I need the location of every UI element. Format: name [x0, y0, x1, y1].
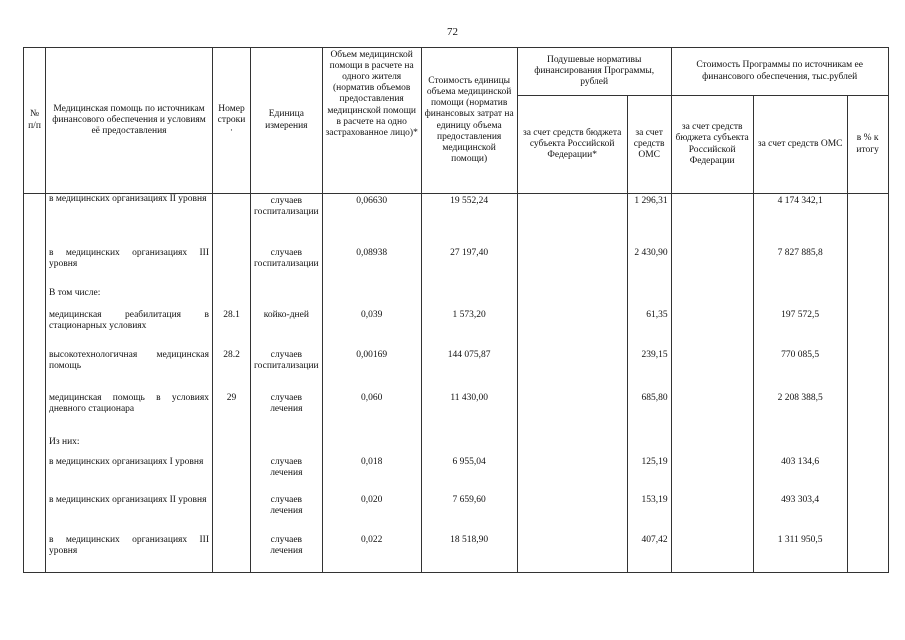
cell-cost: 11 430,00: [421, 391, 517, 435]
cell-per-capita-budget: [517, 348, 627, 391]
cell-row-number: 29: [213, 391, 251, 435]
cell-care: медицинская реабилитация в стационарных условиях: [46, 308, 213, 348]
cell-num: [24, 286, 46, 308]
header-program-cost: Стоимость Программы по источникам ее финансового обеспечения, тыс.рублей: [671, 48, 888, 96]
cell-program-oms: 493 303,4: [753, 493, 847, 533]
cell-per-capita-budget: [517, 391, 627, 435]
table-row: [24, 435, 889, 455]
cell-row-number: [213, 493, 251, 533]
cell-unit: случаев госпитализации: [251, 348, 323, 391]
table-row: [24, 493, 889, 533]
cell-num: [24, 194, 46, 246]
cell-program-oms: 7 827 885,8: [753, 246, 847, 286]
cell-program-budget: [671, 308, 753, 348]
cell-cost: 144 075,87: [421, 348, 517, 391]
cell-cost: 18 518,90: [421, 533, 517, 573]
cell-row-number: [213, 246, 251, 286]
cell-volume: [322, 286, 421, 308]
cell-program-oms: 403 134,6: [753, 455, 847, 493]
table-row: [24, 246, 889, 286]
cell-unit: [251, 435, 323, 455]
cell-num: [24, 533, 46, 573]
header-row-number: [213, 48, 251, 194]
cell-program-percent: [847, 435, 888, 455]
cell-volume: [322, 435, 421, 455]
cell-volume: 0,060: [322, 391, 421, 435]
cell-num: [24, 348, 46, 391]
cell-row-number: [213, 194, 251, 246]
cell-program-percent: [847, 493, 888, 533]
header-unit: Единица измерения: [251, 48, 323, 194]
cell-per-capita-budget: [517, 455, 627, 493]
header-program-percent: в % к итогу: [847, 96, 888, 194]
cell-program-budget: [671, 533, 753, 573]
header-care: Медицинская помощь по источникам финансового обеспечения и условиям её предоставления: [46, 48, 213, 194]
cell-unit: случаев лечения: [251, 533, 323, 573]
cell-cost: 7 659,60: [421, 493, 517, 533]
cell-program-oms: [753, 286, 847, 308]
cell-per-capita-oms: 2 430,90: [627, 246, 671, 286]
cell-program-percent: [847, 533, 888, 573]
cell-care: в медицинских организациях I уровня: [46, 455, 213, 493]
cell-num: [24, 246, 46, 286]
cell-volume: 0,06630: [322, 194, 421, 246]
cell-cost: 19 552,24: [421, 194, 517, 246]
cell-per-capita-oms: [627, 286, 671, 308]
cell-care: в медицинских организациях III уровня: [46, 533, 213, 573]
cell-num: [24, 493, 46, 533]
cell-cost: [421, 286, 517, 308]
cell-care: медицинская помощь в условиях дневного стационара: [46, 391, 213, 435]
cell-cost: [421, 435, 517, 455]
cell-per-capita-budget: [517, 493, 627, 533]
cell-care: в медицинских организациях II уровня: [46, 194, 213, 246]
cell-per-capita-budget: [517, 533, 627, 573]
header-cost: Стоимость единицы объема медицинской помощи (норматив финансовых затрат на единицу объема предоставления медицинской помощи): [421, 48, 517, 194]
cell-program-budget: [671, 435, 753, 455]
table-row: [24, 194, 889, 246]
header-per-capita: Подушевые нормативы финансирования Программы, рублей: [517, 48, 671, 96]
cell-program-budget: [671, 194, 753, 246]
cell-per-capita-budget: [517, 435, 627, 455]
cell-per-capita-budget: [517, 286, 627, 308]
cell-unit: [251, 286, 323, 308]
cell-program-budget: [671, 246, 753, 286]
header-program-oms: за счет средств ОМС: [753, 96, 847, 194]
table-body: [24, 194, 889, 573]
header-volume: Объем медицинской помощи в расчете на одного жителя (норматив объемов предоставления медицинской помощи в расчете на одно застрахованное лицо)*: [322, 48, 421, 194]
cell-row-number: [213, 533, 251, 573]
cell-num: [24, 455, 46, 493]
cell-unit: случаев госпитализации: [251, 246, 323, 286]
cell-cost: 6 955,04: [421, 455, 517, 493]
cell-unit: случаев лечения: [251, 455, 323, 493]
table-row: [24, 286, 889, 308]
cell-volume: 0,022: [322, 533, 421, 573]
cell-unit: случаев госпитализации: [251, 194, 323, 246]
cell-row-number: [213, 435, 251, 455]
cell-num: [24, 308, 46, 348]
cell-program-oms: 1 311 950,5: [753, 533, 847, 573]
cell-volume: 0,018: [322, 455, 421, 493]
header-row-number-mark: ·: [229, 126, 234, 137]
header-num: № п/п: [24, 48, 46, 194]
cell-per-capita-budget: [517, 308, 627, 348]
header-per-capita-budget: за счет средств бюджета субъекта Российской Федерации*: [517, 96, 627, 194]
cell-program-percent: [847, 308, 888, 348]
cell-per-capita-oms: 125,19: [627, 455, 671, 493]
cell-program-oms: 2 208 388,5: [753, 391, 847, 435]
cell-volume: 0,039: [322, 308, 421, 348]
cell-unit: случаев лечения: [251, 493, 323, 533]
cell-volume: 0,020: [322, 493, 421, 533]
cell-program-oms: 4 174 342,1: [753, 194, 847, 246]
table-row: [24, 308, 889, 348]
cell-cost: 1 573,20: [421, 308, 517, 348]
cell-volume: 0,00169: [322, 348, 421, 391]
cell-care: в медицинских организациях II уровня: [46, 493, 213, 533]
cell-unit: случаев лечения: [251, 391, 323, 435]
cell-row-number: 28.2: [213, 348, 251, 391]
financing-table: [23, 47, 889, 573]
cell-row-number: 28.1: [213, 308, 251, 348]
table-header: [24, 48, 889, 194]
cell-program-oms: 197 572,5: [753, 308, 847, 348]
cell-cost: 27 197,40: [421, 246, 517, 286]
cell-program-budget: [671, 286, 753, 308]
cell-num: [24, 435, 46, 455]
cell-program-percent: [847, 455, 888, 493]
cell-per-capita-oms: 685,80: [627, 391, 671, 435]
table-row: [24, 391, 889, 435]
cell-program-budget: [671, 493, 753, 533]
cell-care: в медицинских организациях III уровня: [46, 246, 213, 286]
cell-per-capita-oms: 239,15: [627, 348, 671, 391]
cell-per-capita-oms: 407,42: [627, 533, 671, 573]
cell-program-budget: [671, 455, 753, 493]
cell-per-capita-budget: [517, 194, 627, 246]
cell-program-oms: [753, 435, 847, 455]
cell-per-capita-oms: [627, 435, 671, 455]
cell-num: [24, 391, 46, 435]
cell-program-percent: [847, 194, 888, 246]
table-row: [24, 533, 889, 573]
cell-program-percent: [847, 348, 888, 391]
cell-unit: койко-дней: [251, 308, 323, 348]
cell-program-percent: [847, 246, 888, 286]
page-number: 72: [447, 26, 458, 38]
cell-program-percent: [847, 391, 888, 435]
table-row: [24, 455, 889, 493]
cell-care: В том числе:: [46, 286, 213, 308]
header-per-capita-oms: за счет средств ОМС: [627, 96, 671, 194]
cell-care: Из них:: [46, 435, 213, 455]
cell-row-number: [213, 455, 251, 493]
cell-program-budget: [671, 348, 753, 391]
cell-per-capita-oms: 153,19: [627, 493, 671, 533]
cell-per-capita-oms: 61,35: [627, 308, 671, 348]
cell-program-budget: [671, 391, 753, 435]
header-row-number-label: Номер строки: [217, 103, 246, 125]
cell-per-capita-budget: [517, 246, 627, 286]
table-row: [24, 348, 889, 391]
cell-care: высокотехнологичная медицинская помощь: [46, 348, 213, 391]
header-program-budget: за счет средств бюджета субъекта Российской Федерации: [671, 96, 753, 194]
cell-per-capita-oms: 1 296,31: [627, 194, 671, 246]
cell-program-oms: 770 085,5: [753, 348, 847, 391]
cell-row-number: [213, 286, 251, 308]
cell-volume: 0,08938: [322, 246, 421, 286]
cell-program-percent: [847, 286, 888, 308]
